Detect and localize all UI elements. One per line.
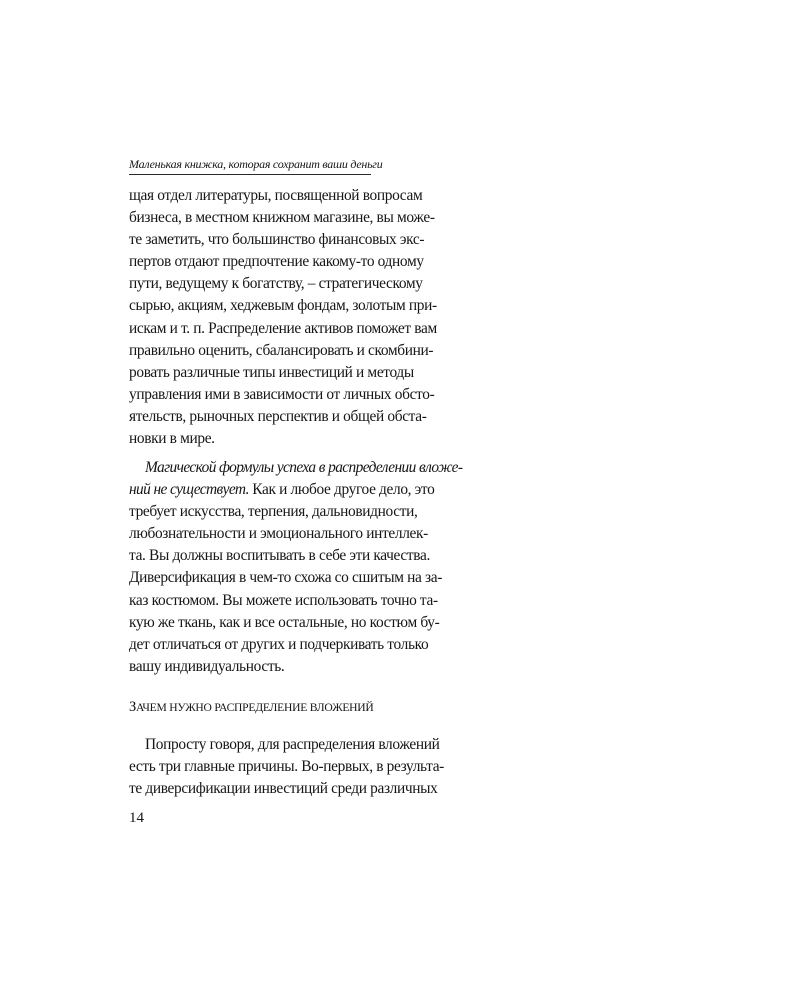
text-line: кую же ткань, как и все остальные, но костюм бу-: [129, 613, 440, 631]
text-line: [129, 457, 463, 479]
text-line: искам и т. п. Распределение активов поможет вам: [129, 319, 437, 337]
text-line: ровать различные типы инвестиций и методы: [129, 363, 414, 381]
running-header: [129, 157, 383, 175]
text-line: те диверсификации инвестиций среди различных: [129, 780, 438, 798]
section-heading-initial: З: [129, 699, 137, 715]
text-line: та. Вы должны воспитывать в себе эти качества.: [129, 547, 430, 565]
text-line: каз костюмом. Вы можете использовать точно та-: [129, 591, 438, 609]
section-heading-text: АЧЕМ НУЖНО РАСПРЕДЕЛЕНИЕ ВЛОЖЕНИЙ: [136, 701, 374, 714]
italic-emphasis: ний не существует.: [129, 481, 249, 499]
text-line: вашу индивидуальность.: [129, 657, 285, 675]
body-paragraph-2: [129, 457, 463, 678]
text-line: пертов отдают предпочтение какому-то одному: [129, 253, 424, 271]
text-line: правильно оценить, сбалансировать и скомбини-: [129, 341, 434, 359]
text-line: сырью, акциям, хеджевым фондам, золотым при-: [129, 297, 437, 315]
text-line: новки в мире.: [129, 430, 215, 448]
text-line: любознательности и эмоционального интеллек-: [129, 525, 428, 543]
text-line: пути, ведущему к богатству, – стратегическому: [129, 275, 423, 293]
text-line: управления ими в зависимости от личных обсто-: [129, 385, 435, 403]
text-line: ятельств, рыночных перспектив и общей обста-: [129, 407, 427, 425]
text-line: Попросту говоря, для распределения вложений: [145, 736, 440, 753]
italic-emphasis: Магической формулы успеха в распределении вложе-: [145, 459, 463, 476]
text-line: есть три главные причины. Во-первых, в результа-: [129, 758, 444, 776]
body-paragraph-1: [129, 185, 437, 450]
text-line: [129, 479, 435, 501]
text-line: бизнеса, в местном книжном магазине, вы може-: [129, 209, 435, 227]
section-heading: [129, 698, 374, 717]
text-line: дет отличаться от других и подчеркивать только: [129, 635, 429, 653]
running-header-title: Маленькая книжка, которая сохранит ваши деньги: [129, 157, 383, 171]
text-line: щая отдел литературы, посвященной вопросам: [129, 187, 423, 204]
page-number: 14: [129, 810, 144, 826]
body-paragraph-3: [129, 734, 444, 800]
text-line: Диверсификация в чем-то схожа со сшитым на за-: [129, 569, 442, 587]
text-line: те заметить, что большинство финансовых экс-: [129, 231, 425, 249]
text-fragment: Как и любое другое дело, это: [248, 481, 435, 499]
text-line: требует искусства, терпения, дальновидности,: [129, 503, 418, 521]
